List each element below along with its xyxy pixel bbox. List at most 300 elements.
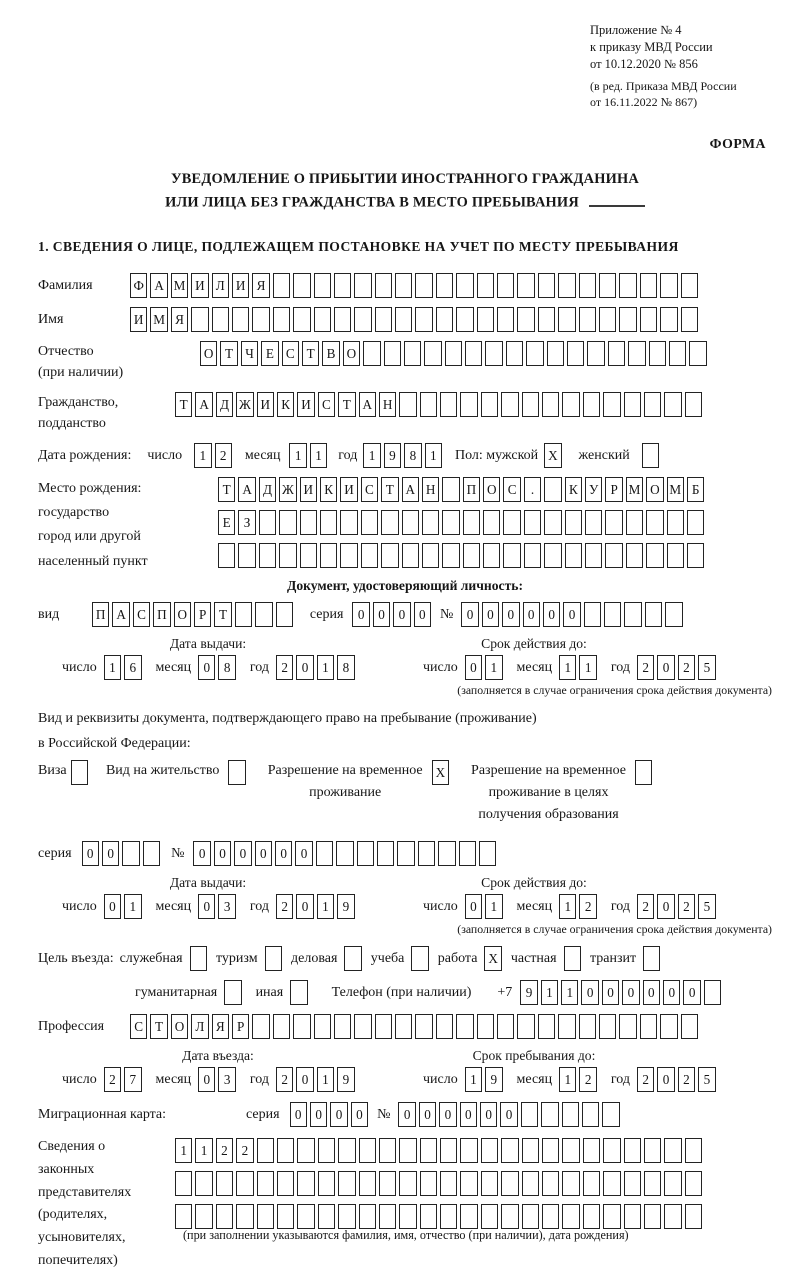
char-cell[interactable] (660, 307, 677, 332)
char-cell[interactable] (667, 543, 684, 568)
char-cell[interactable]: М (626, 477, 643, 502)
char-cell[interactable] (293, 1014, 310, 1039)
char-cell[interactable] (359, 1138, 376, 1163)
char-cell[interactable] (626, 510, 643, 535)
char-cell[interactable] (334, 1014, 351, 1039)
char-cell[interactable]: С (130, 1014, 147, 1039)
char-cell[interactable] (479, 841, 496, 866)
char-cell[interactable] (297, 1171, 314, 1196)
char-cell[interactable]: А (359, 392, 376, 417)
char-cell[interactable]: Ф (130, 273, 147, 298)
char-cell[interactable]: 9 (337, 1067, 354, 1092)
char-cell[interactable]: О (171, 1014, 188, 1039)
char-cell[interactable] (460, 1204, 477, 1229)
char-cell[interactable] (565, 510, 582, 535)
char-cell[interactable]: 0 (683, 980, 700, 1005)
char-cell[interactable]: 1 (485, 655, 502, 680)
char-cell[interactable] (506, 341, 523, 366)
checkbox-purpose-other[interactable] (290, 980, 307, 1005)
char-cell[interactable] (542, 1171, 559, 1196)
char-cell[interactable]: 0 (290, 1102, 307, 1127)
char-cell[interactable] (420, 1138, 437, 1163)
char-cell[interactable] (644, 392, 661, 417)
char-cell[interactable] (456, 307, 473, 332)
char-cell[interactable] (624, 1204, 641, 1229)
char-cell[interactable] (522, 1171, 539, 1196)
char-cell[interactable] (547, 341, 564, 366)
char-cell[interactable] (619, 273, 636, 298)
char-cell[interactable] (279, 543, 296, 568)
char-cell[interactable] (238, 543, 255, 568)
char-cell[interactable] (582, 1102, 599, 1127)
char-cell[interactable]: И (297, 392, 314, 417)
char-cell[interactable]: И (340, 477, 357, 502)
char-cell[interactable]: 1 (124, 894, 141, 919)
char-cell[interactable] (318, 1138, 335, 1163)
char-cell[interactable] (442, 543, 459, 568)
char-cell[interactable] (216, 1171, 233, 1196)
char-cell[interactable] (354, 273, 371, 298)
char-cell[interactable]: М (150, 307, 167, 332)
char-cell[interactable] (664, 1204, 681, 1229)
char-cell[interactable] (481, 1171, 498, 1196)
char-cell[interactable]: 1 (194, 443, 211, 468)
char-cell[interactable] (375, 1014, 392, 1039)
char-cell[interactable]: Б (687, 477, 704, 502)
char-cell[interactable] (402, 510, 419, 535)
char-cell[interactable] (689, 341, 706, 366)
char-cell[interactable] (501, 1171, 518, 1196)
char-cell[interactable]: О (483, 477, 500, 502)
char-cell[interactable] (257, 1171, 274, 1196)
char-cell[interactable] (644, 1138, 661, 1163)
char-cell[interactable] (481, 392, 498, 417)
char-cell[interactable] (624, 1138, 641, 1163)
char-cell[interactable] (236, 1204, 253, 1229)
char-cell[interactable] (334, 307, 351, 332)
char-cell[interactable] (669, 341, 686, 366)
char-cell[interactable] (363, 341, 380, 366)
char-cell[interactable] (558, 307, 575, 332)
char-cell[interactable]: 0 (543, 602, 560, 627)
char-cell[interactable] (583, 1171, 600, 1196)
char-cell[interactable] (218, 543, 235, 568)
char-cell[interactable] (297, 1204, 314, 1229)
char-cell[interactable]: 6 (124, 655, 141, 680)
char-cell[interactable]: 2 (579, 1067, 596, 1092)
char-cell[interactable]: 0 (563, 602, 580, 627)
char-cell[interactable] (424, 341, 441, 366)
char-cell[interactable]: 2 (104, 1067, 121, 1092)
char-cell[interactable]: 0 (657, 655, 674, 680)
char-cell[interactable] (583, 1204, 600, 1229)
char-cell[interactable]: Т (214, 602, 231, 627)
char-cell[interactable]: 0 (581, 980, 598, 1005)
char-cell[interactable] (420, 1171, 437, 1196)
char-cell[interactable] (583, 1138, 600, 1163)
char-cell[interactable] (587, 341, 604, 366)
char-cell[interactable]: О (200, 341, 217, 366)
char-cell[interactable]: 2 (637, 655, 654, 680)
char-cell[interactable]: 0 (82, 841, 99, 866)
char-cell[interactable]: 0 (523, 602, 540, 627)
char-cell[interactable]: У (585, 477, 602, 502)
char-cell[interactable]: . (524, 477, 541, 502)
char-cell[interactable] (395, 307, 412, 332)
char-cell[interactable]: 2 (215, 443, 232, 468)
char-cell[interactable]: 0 (419, 1102, 436, 1127)
char-cell[interactable] (685, 1171, 702, 1196)
char-cell[interactable]: 0 (482, 602, 499, 627)
char-cell[interactable] (395, 1014, 412, 1039)
char-cell[interactable]: 0 (255, 841, 272, 866)
char-cell[interactable] (314, 307, 331, 332)
char-cell[interactable] (603, 1138, 620, 1163)
char-cell[interactable] (259, 510, 276, 535)
char-cell[interactable]: 0 (465, 894, 482, 919)
char-cell[interactable] (436, 307, 453, 332)
char-cell[interactable]: Л (191, 1014, 208, 1039)
char-cell[interactable] (624, 1171, 641, 1196)
char-cell[interactable] (277, 1138, 294, 1163)
char-cell[interactable]: Р (194, 602, 211, 627)
char-cell[interactable]: 5 (698, 655, 715, 680)
char-cell[interactable]: Л (212, 273, 229, 298)
char-cell[interactable]: 1 (425, 443, 442, 468)
char-cell[interactable] (646, 510, 663, 535)
char-cell[interactable] (501, 392, 518, 417)
char-cell[interactable]: М (667, 477, 684, 502)
checkbox-residence-permit[interactable] (228, 760, 245, 785)
char-cell[interactable] (524, 510, 541, 535)
char-cell[interactable] (320, 543, 337, 568)
char-cell[interactable]: 0 (465, 655, 482, 680)
char-cell[interactable] (503, 543, 520, 568)
checkbox-edu-permit[interactable] (635, 760, 652, 785)
char-cell[interactable]: 9 (520, 980, 537, 1005)
char-cell[interactable] (273, 1014, 290, 1039)
char-cell[interactable] (456, 273, 473, 298)
char-cell[interactable] (579, 1014, 596, 1039)
char-cell[interactable]: 5 (698, 1067, 715, 1092)
char-cell[interactable]: И (191, 273, 208, 298)
checkbox-visa[interactable] (71, 760, 88, 785)
char-cell[interactable] (395, 273, 412, 298)
char-cell[interactable] (579, 273, 596, 298)
char-cell[interactable]: 0 (622, 980, 639, 1005)
char-cell[interactable] (558, 1014, 575, 1039)
char-cell[interactable]: А (112, 602, 129, 627)
char-cell[interactable]: 0 (352, 602, 369, 627)
char-cell[interactable] (660, 1014, 677, 1039)
char-cell[interactable] (584, 602, 601, 627)
char-cell[interactable] (624, 602, 641, 627)
checkbox-purpose-business[interactable] (344, 946, 361, 971)
char-cell[interactable] (517, 273, 534, 298)
char-cell[interactable] (175, 1171, 192, 1196)
char-cell[interactable]: 2 (276, 1067, 293, 1092)
char-cell[interactable] (481, 1138, 498, 1163)
char-cell[interactable]: С (361, 477, 378, 502)
char-cell[interactable]: Е (261, 341, 278, 366)
char-cell[interactable] (619, 1014, 636, 1039)
char-cell[interactable] (603, 392, 620, 417)
checkbox-temp-permit[interactable]: X (432, 760, 449, 785)
char-cell[interactable]: 1 (485, 894, 502, 919)
char-cell[interactable]: Т (338, 392, 355, 417)
char-cell[interactable]: 0 (296, 1067, 313, 1092)
char-cell[interactable] (397, 841, 414, 866)
char-cell[interactable] (579, 307, 596, 332)
char-cell[interactable] (602, 1102, 619, 1127)
char-cell[interactable]: 1 (541, 980, 558, 1005)
char-cell[interactable] (619, 307, 636, 332)
char-cell[interactable] (340, 510, 357, 535)
char-cell[interactable]: П (92, 602, 109, 627)
char-cell[interactable]: Н (422, 477, 439, 502)
char-cell[interactable]: 0 (663, 980, 680, 1005)
char-cell[interactable]: 2 (236, 1138, 253, 1163)
char-cell[interactable] (624, 392, 641, 417)
char-cell[interactable]: 1 (363, 443, 380, 468)
char-cell[interactable]: 8 (218, 655, 235, 680)
char-cell[interactable] (399, 1171, 416, 1196)
char-cell[interactable]: 1 (317, 655, 334, 680)
char-cell[interactable] (340, 543, 357, 568)
char-cell[interactable] (442, 510, 459, 535)
char-cell[interactable]: С (133, 602, 150, 627)
char-cell[interactable] (681, 1014, 698, 1039)
char-cell[interactable] (604, 602, 621, 627)
char-cell[interactable]: О (646, 477, 663, 502)
char-cell[interactable]: Д (259, 477, 276, 502)
char-cell[interactable] (354, 307, 371, 332)
char-cell[interactable]: 0 (198, 655, 215, 680)
char-cell[interactable] (640, 273, 657, 298)
char-cell[interactable] (644, 1204, 661, 1229)
char-cell[interactable] (640, 1014, 657, 1039)
char-cell[interactable] (542, 1138, 559, 1163)
char-cell[interactable]: 3 (218, 894, 235, 919)
char-cell[interactable] (681, 273, 698, 298)
char-cell[interactable]: 3 (218, 1067, 235, 1092)
char-cell[interactable]: 0 (657, 1067, 674, 1092)
char-cell[interactable] (235, 602, 252, 627)
char-cell[interactable] (415, 273, 432, 298)
char-cell[interactable] (483, 543, 500, 568)
char-cell[interactable] (377, 841, 394, 866)
char-cell[interactable]: 2 (276, 894, 293, 919)
char-cell[interactable] (259, 543, 276, 568)
char-cell[interactable] (422, 543, 439, 568)
char-cell[interactable]: 0 (104, 894, 121, 919)
char-cell[interactable] (334, 273, 351, 298)
char-cell[interactable]: 9 (485, 1067, 502, 1092)
char-cell[interactable] (685, 392, 702, 417)
char-cell[interactable]: 0 (296, 894, 313, 919)
char-cell[interactable] (567, 341, 584, 366)
char-cell[interactable] (357, 841, 374, 866)
char-cell[interactable]: И (300, 477, 317, 502)
char-cell[interactable] (379, 1138, 396, 1163)
char-cell[interactable] (687, 510, 704, 535)
char-cell[interactable] (646, 543, 663, 568)
checkbox-purpose-private[interactable] (564, 946, 581, 971)
char-cell[interactable]: Е (218, 510, 235, 535)
char-cell[interactable]: Т (218, 477, 235, 502)
char-cell[interactable] (460, 1171, 477, 1196)
char-cell[interactable] (293, 273, 310, 298)
char-cell[interactable] (445, 341, 462, 366)
char-cell[interactable] (603, 1171, 620, 1196)
char-cell[interactable]: 0 (461, 602, 478, 627)
char-cell[interactable] (318, 1204, 335, 1229)
char-cell[interactable]: Я (252, 273, 269, 298)
char-cell[interactable] (538, 1014, 555, 1039)
checkbox-purpose-business-trip[interactable] (190, 946, 207, 971)
char-cell[interactable] (300, 543, 317, 568)
char-cell[interactable] (477, 273, 494, 298)
checkbox-purpose-humanitarian[interactable] (224, 980, 241, 1005)
char-cell[interactable]: 0 (193, 841, 210, 866)
char-cell[interactable]: 2 (276, 655, 293, 680)
char-cell[interactable] (314, 273, 331, 298)
char-cell[interactable] (143, 841, 160, 866)
char-cell[interactable]: Т (150, 1014, 167, 1039)
char-cell[interactable]: 1 (561, 980, 578, 1005)
char-cell[interactable] (436, 1014, 453, 1039)
char-cell[interactable]: Т (220, 341, 237, 366)
char-cell[interactable] (524, 543, 541, 568)
char-cell[interactable]: 0 (657, 894, 674, 919)
char-cell[interactable] (628, 341, 645, 366)
char-cell[interactable]: Я (171, 307, 188, 332)
char-cell[interactable] (665, 602, 682, 627)
char-cell[interactable] (297, 1138, 314, 1163)
char-cell[interactable]: 1 (310, 443, 327, 468)
char-cell[interactable] (255, 602, 272, 627)
char-cell[interactable] (503, 510, 520, 535)
char-cell[interactable]: 0 (295, 841, 312, 866)
char-cell[interactable] (384, 341, 401, 366)
char-cell[interactable]: А (238, 477, 255, 502)
char-cell[interactable] (477, 307, 494, 332)
char-cell[interactable]: 0 (480, 1102, 497, 1127)
char-cell[interactable] (605, 510, 622, 535)
char-cell[interactable] (314, 1014, 331, 1039)
char-cell[interactable]: 8 (404, 443, 421, 468)
char-cell[interactable]: 0 (393, 602, 410, 627)
char-cell[interactable] (273, 273, 290, 298)
char-cell[interactable] (481, 1204, 498, 1229)
char-cell[interactable] (460, 392, 477, 417)
char-cell[interactable] (257, 1138, 274, 1163)
checkbox-purpose-transit[interactable] (643, 946, 660, 971)
char-cell[interactable] (483, 510, 500, 535)
char-cell[interactable] (338, 1171, 355, 1196)
char-cell[interactable]: 0 (330, 1102, 347, 1127)
char-cell[interactable]: Р (605, 477, 622, 502)
char-cell[interactable]: 2 (579, 894, 596, 919)
char-cell[interactable] (252, 1014, 269, 1039)
char-cell[interactable]: 0 (643, 980, 660, 1005)
char-cell[interactable] (277, 1171, 294, 1196)
char-cell[interactable] (497, 307, 514, 332)
char-cell[interactable]: Н (379, 392, 396, 417)
char-cell[interactable]: 1 (195, 1138, 212, 1163)
char-cell[interactable]: 9 (384, 443, 401, 468)
char-cell[interactable] (216, 1204, 233, 1229)
char-cell[interactable]: О (343, 341, 360, 366)
char-cell[interactable]: 0 (502, 602, 519, 627)
char-cell[interactable]: К (320, 477, 337, 502)
char-cell[interactable] (440, 1138, 457, 1163)
char-cell[interactable] (522, 392, 539, 417)
char-cell[interactable] (459, 841, 476, 866)
char-cell[interactable] (375, 307, 392, 332)
char-cell[interactable] (175, 1204, 192, 1229)
char-cell[interactable] (277, 1204, 294, 1229)
char-cell[interactable]: А (195, 392, 212, 417)
char-cell[interactable]: 0 (234, 841, 251, 866)
char-cell[interactable]: 1 (175, 1138, 192, 1163)
char-cell[interactable] (664, 1138, 681, 1163)
char-cell[interactable] (517, 1014, 534, 1039)
char-cell[interactable]: 0 (414, 602, 431, 627)
char-cell[interactable]: А (402, 477, 419, 502)
char-cell[interactable]: 1 (317, 1067, 334, 1092)
char-cell[interactable] (640, 307, 657, 332)
char-cell[interactable]: 2 (678, 894, 695, 919)
char-cell[interactable] (501, 1204, 518, 1229)
char-cell[interactable] (542, 1204, 559, 1229)
char-cell[interactable] (562, 1102, 579, 1127)
char-cell[interactable] (538, 273, 555, 298)
char-cell[interactable]: 0 (214, 841, 231, 866)
char-cell[interactable]: И (257, 392, 274, 417)
char-cell[interactable] (440, 1204, 457, 1229)
char-cell[interactable]: 1 (559, 655, 576, 680)
char-cell[interactable] (626, 543, 643, 568)
char-cell[interactable] (273, 307, 290, 332)
char-cell[interactable]: 0 (460, 1102, 477, 1127)
char-cell[interactable] (293, 307, 310, 332)
char-cell[interactable] (585, 543, 602, 568)
checkbox-purpose-tourism[interactable] (265, 946, 282, 971)
char-cell[interactable]: Р (232, 1014, 249, 1039)
char-cell[interactable]: С (503, 477, 520, 502)
char-cell[interactable] (687, 543, 704, 568)
char-cell[interactable]: 1 (317, 894, 334, 919)
char-cell[interactable]: 0 (602, 980, 619, 1005)
char-cell[interactable] (585, 510, 602, 535)
char-cell[interactable] (359, 1204, 376, 1229)
char-cell[interactable]: 0 (198, 1067, 215, 1092)
char-cell[interactable]: 8 (337, 655, 354, 680)
char-cell[interactable]: 2 (216, 1138, 233, 1163)
char-cell[interactable] (338, 1204, 355, 1229)
char-cell[interactable] (418, 841, 435, 866)
char-cell[interactable] (667, 510, 684, 535)
char-cell[interactable] (415, 307, 432, 332)
checkbox-male[interactable]: X (544, 443, 561, 468)
char-cell[interactable]: П (153, 602, 170, 627)
char-cell[interactable] (522, 1138, 539, 1163)
char-cell[interactable] (544, 543, 561, 568)
char-cell[interactable]: А (150, 273, 167, 298)
char-cell[interactable] (420, 1204, 437, 1229)
char-cell[interactable] (276, 602, 293, 627)
